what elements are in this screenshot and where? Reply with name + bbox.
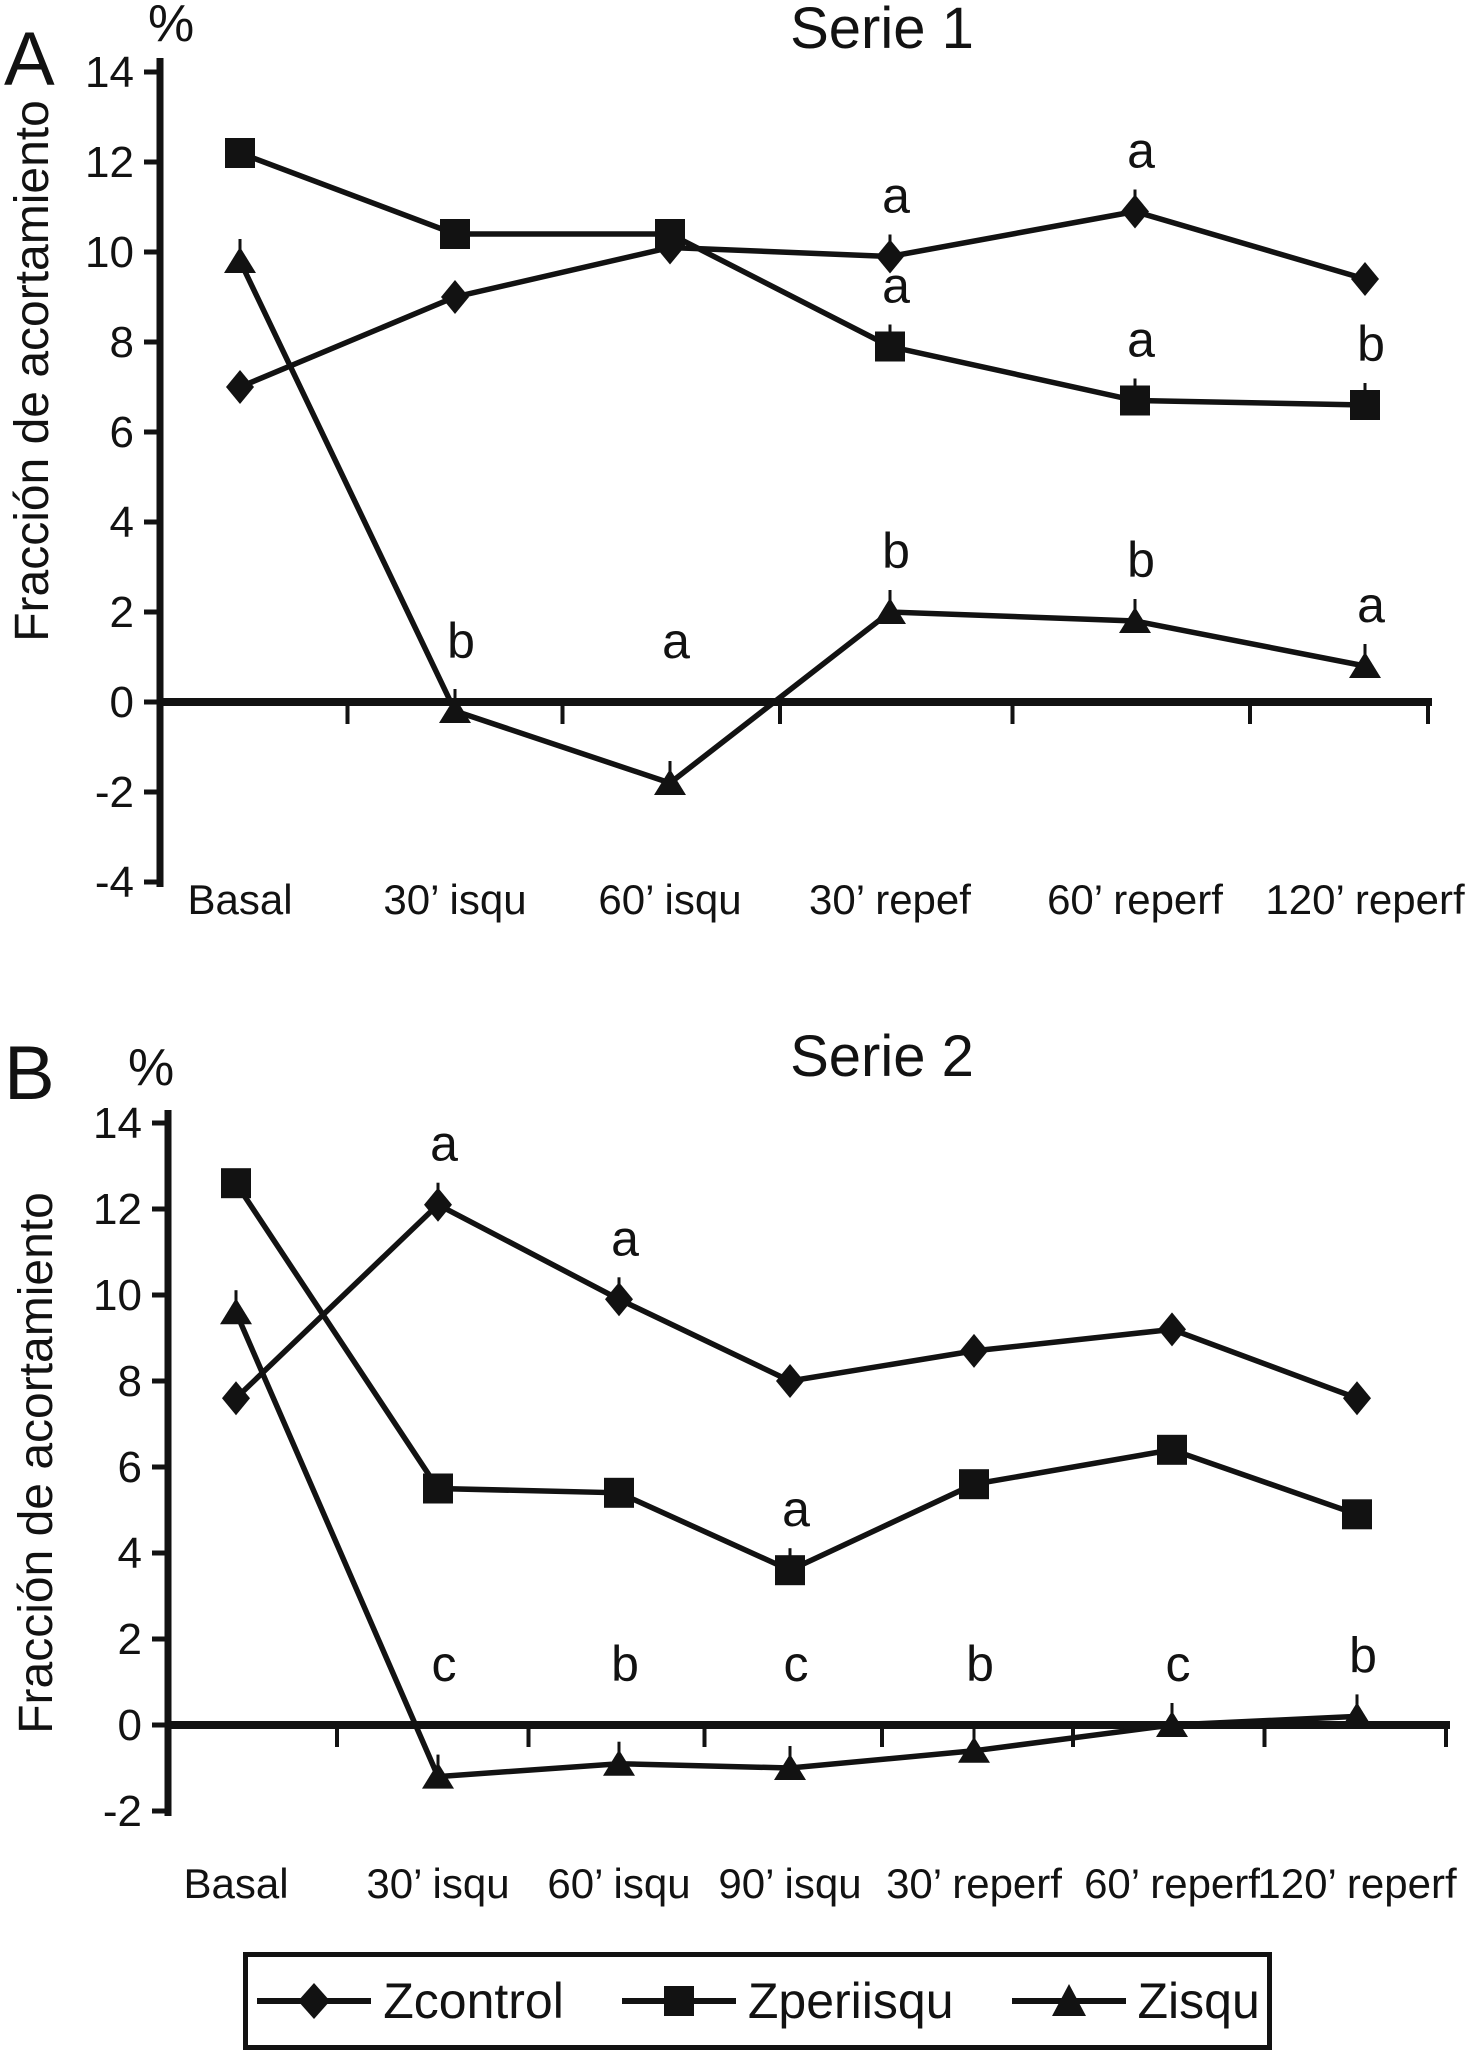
significance-letter: a: [430, 1115, 458, 1172]
significance-letter: b: [1357, 316, 1385, 372]
significance-letter: c: [1165, 1636, 1191, 1692]
y-axis-tick-label: 0: [109, 678, 134, 727]
y-axis-tick-label: 2: [109, 588, 134, 637]
panel-a-title: Serie 1: [790, 0, 974, 61]
x-category-label: 90’ isqu: [718, 1860, 862, 1907]
y-axis-tick-label: 10: [93, 1271, 142, 1320]
x-category-label: 30’ isqu: [383, 876, 527, 923]
y-axis-tick-label: -4: [94, 858, 134, 907]
data-point-zcontrol: [1343, 1381, 1371, 1415]
x-category-label: 120’ reperf: [1257, 1860, 1457, 1907]
y-axis-tick-label: -2: [102, 1787, 142, 1836]
panel-b-y-axis-label: Fracción de acortamiento: [10, 1192, 63, 1734]
legend-label-zisqu: Zisqu: [1137, 1973, 1260, 2029]
series-line-zcontrol: [236, 1205, 1357, 1399]
panel-a-percent-label: %: [148, 0, 195, 53]
significance-letter: a: [882, 257, 910, 314]
y-axis-tick-label: 4: [109, 498, 134, 547]
data-point-zcontrol: [1121, 195, 1149, 229]
y-axis-tick-label: 4: [117, 1529, 142, 1578]
y-axis-tick-label: 14: [85, 48, 134, 97]
data-point-zperiisqu: [655, 219, 685, 249]
significance-letter: b: [966, 1636, 994, 1692]
significance-letter: b: [1349, 1627, 1377, 1684]
significance-letter: a: [1127, 122, 1155, 179]
diamond-marker-icon: [255, 1979, 373, 2023]
legend-label-zcontrol: Zcontrol: [383, 1973, 564, 2029]
y-axis-tick-label: 0: [117, 1701, 142, 1750]
y-axis-tick-label: 10: [85, 228, 134, 277]
x-category-label: Basal: [187, 876, 293, 923]
significance-letter: a: [882, 167, 910, 224]
significance-letter: a: [611, 1210, 639, 1267]
data-point-zperiisqu: [225, 138, 255, 168]
significance-letter: b: [447, 613, 475, 669]
legend-label-zperiisqu: Zperiisqu: [747, 1973, 954, 2029]
significance-letter: b: [1127, 532, 1155, 588]
series-line-zperiisqu: [240, 153, 1365, 405]
data-point-zcontrol: [776, 1364, 804, 1398]
x-category-label: 60’ reperf: [1047, 876, 1223, 923]
legend: [243, 1952, 1272, 2050]
significance-letter: c: [783, 1636, 809, 1692]
data-point-zisqu: [220, 1298, 252, 1324]
x-category-label: 60’ reperf: [1084, 1860, 1260, 1907]
data-point-zperiisqu: [959, 1469, 989, 1499]
y-axis-tick-label: 14: [93, 1099, 142, 1148]
data-point-zcontrol: [1351, 262, 1379, 296]
square-marker-icon: [620, 1979, 738, 2023]
data-point-zperiisqu: [1350, 390, 1380, 420]
x-category-label: 120’ reperf: [1265, 876, 1465, 923]
data-point-zcontrol: [1158, 1312, 1186, 1346]
data-point-zperiisqu: [1342, 1499, 1372, 1529]
x-category-label: 30’ isqu: [366, 1860, 510, 1907]
data-point-zisqu: [224, 247, 256, 273]
data-point-zcontrol: [226, 370, 254, 404]
y-axis-tick-label: 6: [109, 408, 134, 457]
triangle-marker-icon: [1010, 1979, 1128, 2023]
panel-b-letter: B: [4, 1031, 55, 1116]
y-axis-tick-label: 8: [117, 1357, 142, 1406]
x-category-label: 60’ isqu: [598, 876, 742, 923]
y-axis-tick-label: 2: [117, 1615, 142, 1664]
significance-letter: a: [782, 1481, 810, 1538]
data-point-zperiisqu: [1157, 1435, 1187, 1465]
data-point-zperiisqu: [1120, 386, 1150, 416]
data-point-zperiisqu: [423, 1474, 453, 1504]
panel-b-percent-label: %: [128, 1039, 175, 1097]
panel-a-letter: A: [4, 17, 55, 102]
significance-letter: c: [431, 1636, 457, 1692]
y-axis-tick-label: 8: [109, 318, 134, 367]
y-axis-tick-label: 12: [85, 138, 134, 187]
significance-letter: b: [882, 523, 910, 579]
y-axis-tick-label: 12: [93, 1185, 142, 1234]
data-point-zcontrol: [441, 280, 469, 314]
data-point-zperiisqu: [440, 219, 470, 249]
data-point-zperiisqu: [604, 1478, 634, 1508]
legend-item-zcontrol: [255, 1972, 564, 2030]
significance-letter: a: [662, 613, 690, 669]
y-axis-tick-label: -2: [94, 768, 134, 817]
x-category-label: 30’ reperf: [886, 1860, 1062, 1907]
data-point-zperiisqu: [875, 332, 905, 362]
data-point-zperiisqu: [221, 1168, 251, 1198]
panel-a-y-axis-label: Fracción de acortamiento: [6, 100, 59, 642]
panel-b-title: Serie 2: [790, 1024, 974, 1089]
legend-item-zisqu: [1010, 1972, 1260, 2030]
data-point-zperiisqu: [775, 1555, 805, 1585]
significance-letter: a: [1357, 577, 1385, 633]
x-category-label: 30’ repef: [809, 876, 971, 923]
significance-letter: a: [1127, 311, 1155, 368]
data-point-zcontrol: [605, 1282, 633, 1316]
x-category-label: Basal: [183, 1860, 289, 1907]
x-category-label: 60’ isqu: [547, 1860, 691, 1907]
legend-item-zperiisqu: [620, 1972, 954, 2030]
data-point-zcontrol: [960, 1334, 988, 1368]
significance-letter: b: [611, 1636, 639, 1692]
y-axis-tick-label: 6: [117, 1443, 142, 1492]
